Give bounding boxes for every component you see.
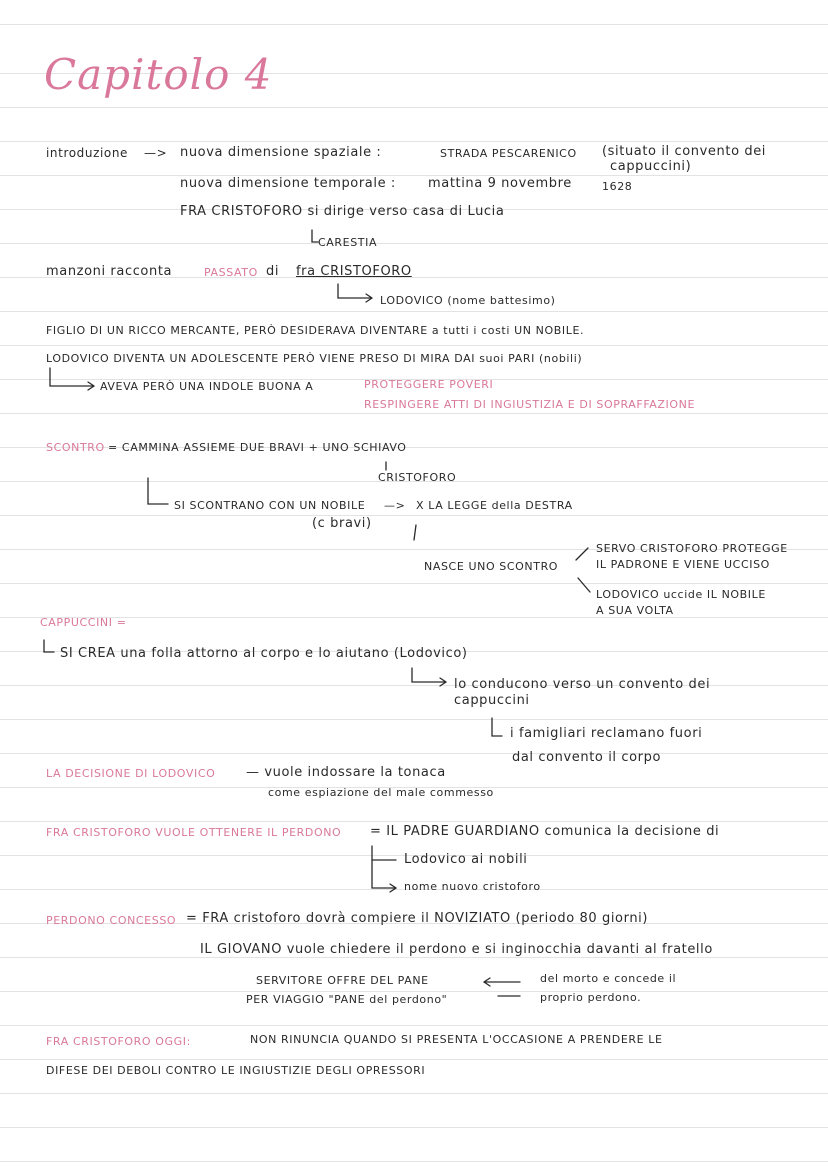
arrow-conducono bbox=[412, 668, 446, 686]
intro-note2: cappuccini) bbox=[610, 159, 692, 174]
passato-word: PASSATO bbox=[204, 266, 258, 279]
oggi-text: NON RINUNCIA QUANDO SI PRESENTA L'OCCASIONE A PRENDERE LE bbox=[250, 1033, 663, 1046]
scontro-line1-arrow: —> bbox=[384, 499, 406, 512]
arrow-folla bbox=[44, 640, 54, 652]
intro-carestia: CARESTIA bbox=[318, 236, 378, 249]
perdono-label: PERDONO CONCESSO bbox=[46, 914, 177, 927]
passato-pre: manzoni racconta bbox=[46, 264, 173, 279]
intro-line1: nuova dimensione spaziale : bbox=[180, 145, 382, 160]
oggi-label: FRA CRISTOFORO OGGI: bbox=[46, 1035, 191, 1048]
intro-date: mattina 9 novembre bbox=[428, 176, 572, 191]
perdono-right1: del morto e concede il bbox=[540, 972, 677, 985]
perdono-right2: proprio perdono. bbox=[540, 991, 642, 1004]
scontro-nasce: NASCE UNO SCONTRO bbox=[424, 560, 559, 573]
decisione-text2: come espiazione del male commesso bbox=[268, 786, 494, 799]
arrow-lodovico-uccide bbox=[578, 578, 590, 592]
arrow-nobili bbox=[372, 846, 396, 860]
intro-line3: FRA CRISTOFORO si dirige verso casa di Lucia bbox=[180, 204, 505, 219]
arrow-nome bbox=[372, 860, 396, 892]
passato-mid: di bbox=[266, 264, 280, 279]
perdono-left1: SERVITORE OFFRE DEL PANE bbox=[256, 974, 429, 987]
decisione-label: LA DECISIONE DI LODOVICO bbox=[46, 767, 216, 780]
arrow-carestia bbox=[312, 230, 318, 242]
arrow-scontrano bbox=[148, 478, 168, 504]
passato-name: fra CRISTOFORO bbox=[296, 264, 412, 279]
oggi-text2: DIFESE DEI DEBOLI CONTRO LE INGIUSTIZIE DEGLI OPRESSORI bbox=[46, 1064, 426, 1077]
page-title: Capitolo 4 bbox=[44, 50, 273, 99]
cappuccini-line3: i famigliari reclamano fuori bbox=[510, 726, 703, 741]
intro-label: introduzione bbox=[46, 146, 129, 160]
perdono-req-text: = IL PADRE GUARDIANO comunica la decisione di bbox=[370, 824, 720, 839]
arrow-pane bbox=[484, 978, 520, 986]
perdono-text: = FRA cristoforo dovrà compiere il NOVIZIATO (periodo 80 giorni) bbox=[186, 911, 649, 926]
perdono-line2: IL GIOVANO vuole chiedere il perdono e si inginocchia davanti al fratello bbox=[200, 942, 713, 957]
passato-pink1: PROTEGGERE POVERI bbox=[364, 378, 494, 391]
cappuccini-line1: SI CREA una folla attorno al corpo e lo aiutano (Lodovico) bbox=[60, 646, 468, 661]
passato-line1: FIGLIO DI UN RICCO MERCANTE, PERÒ DESIDERAVA DIVENTARE a tutti i costi UN NOBILE. bbox=[46, 324, 585, 337]
scontro-label: SCONTRO bbox=[46, 441, 105, 454]
decisione-text1: — vuole indossare la tonaca bbox=[246, 765, 446, 780]
cappuccini-label: CAPPUCCINI = bbox=[40, 616, 127, 629]
perdono-req-sub1: Lodovico ai nobili bbox=[404, 852, 528, 867]
scontro-eq: = CAMMINA ASSIEME DUE BRAVI + UNO SCHIAVO bbox=[108, 441, 407, 454]
arrow-servo bbox=[576, 548, 588, 560]
scontro-servo2: IL PADRONE E VIENE UCCISO bbox=[596, 558, 770, 571]
intro-arrow: —> bbox=[144, 146, 168, 160]
scontro-line1: SI SCONTRANO CON UN NOBILE bbox=[174, 499, 366, 512]
perdono-left2: PER VIAGGIO "PANE del perdono" bbox=[246, 993, 448, 1006]
cappuccini-line2: lo conducono verso un convento dei bbox=[454, 677, 711, 692]
intro-year: 1628 bbox=[602, 180, 633, 193]
cappuccini-line2b: cappuccini bbox=[454, 693, 530, 708]
intro-note: (situato il convento dei bbox=[602, 144, 767, 159]
scontro-rule: X LA LEGGE della DESTRA bbox=[416, 499, 573, 512]
intro-line2: nuova dimensione temporale : bbox=[180, 176, 396, 191]
passato-lodovico: LODOVICO (nome battesimo) bbox=[380, 294, 556, 307]
scontro-servo1: SERVO CRISTOFORO PROTEGGE bbox=[596, 542, 788, 555]
intro-place: STRADA PESCARENICO bbox=[440, 147, 577, 160]
scontro-lod2: A SUA VOLTA bbox=[596, 604, 674, 617]
scontro-cristoforo: CRISTOFORO bbox=[378, 471, 457, 484]
passato-pink2: RESPINGERE ATTI DI INGIUSTIZIA E DI SOPRAFFAZIONE bbox=[364, 398, 695, 411]
perdono-req-label: FRA CRISTOFORO VUOLE OTTENERE IL PERDONO bbox=[46, 826, 342, 839]
cappuccini-line3b: dal convento il corpo bbox=[512, 750, 662, 765]
arrow-lodovico bbox=[338, 284, 372, 302]
passato-line3: AVEVA PERÒ UNA INDOLE BUONA A bbox=[100, 380, 314, 393]
arrow-indole bbox=[50, 368, 94, 390]
perdono-req-sub2: nome nuovo cristoforo bbox=[404, 880, 541, 893]
arrow-famigliari bbox=[492, 718, 502, 736]
passato-line2: LODOVICO DIVENTA UN ADOLESCENTE PERÒ VIENE PRESO DI MIRA DAI suoi PARI (nobili) bbox=[46, 352, 583, 365]
arrow-scontro-down bbox=[414, 525, 416, 540]
scontro-lod1: LODOVICO uccide IL NOBILE bbox=[596, 588, 766, 601]
scontro-bravi: (c bravi) bbox=[312, 516, 372, 531]
